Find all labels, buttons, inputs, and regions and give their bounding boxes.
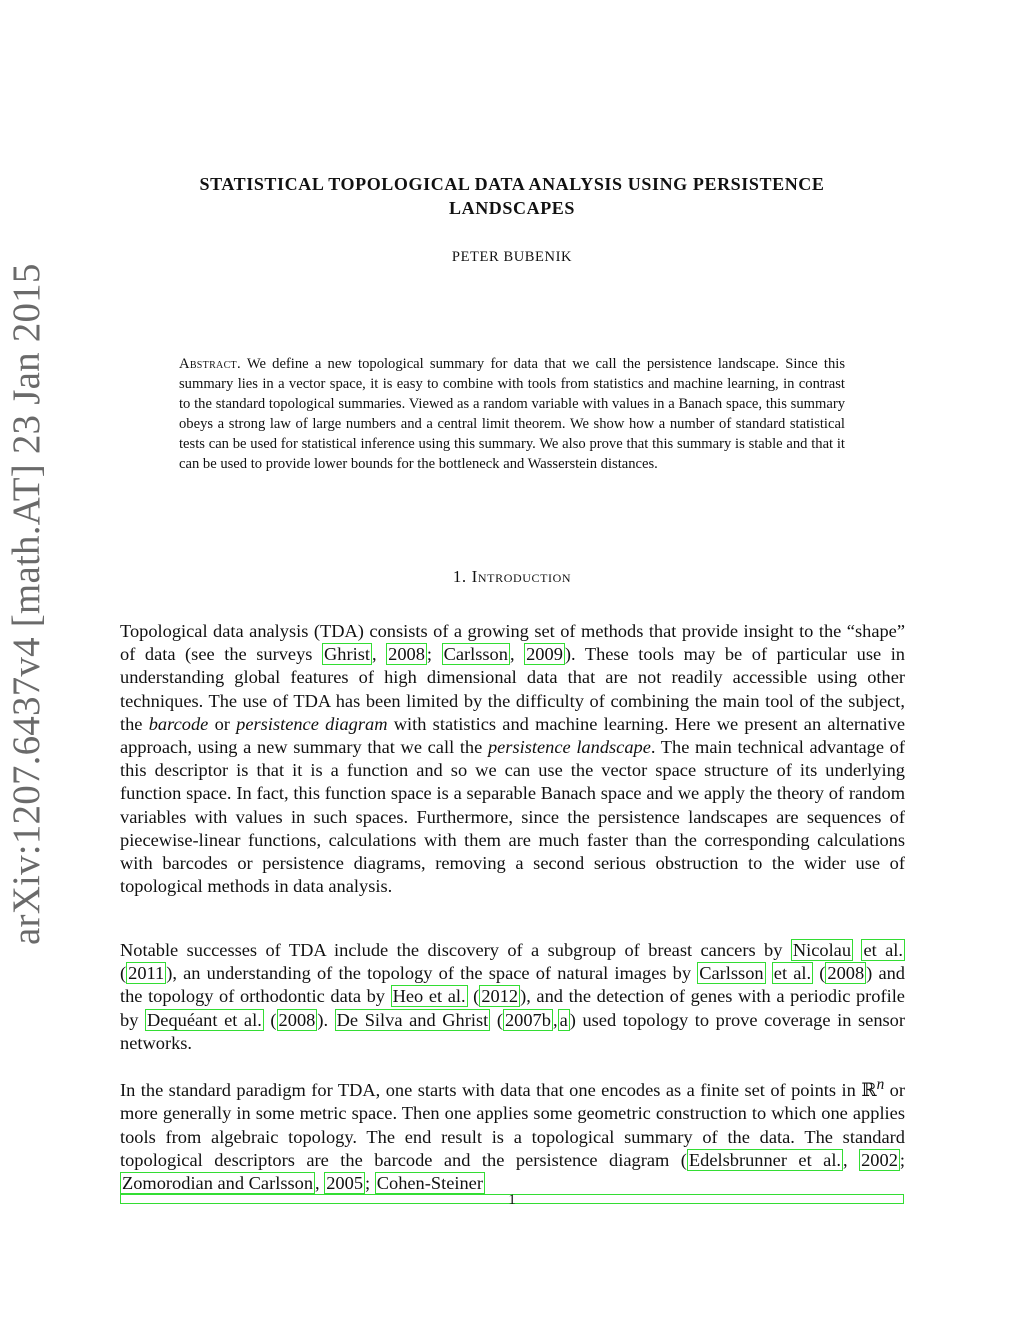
math-exponent: n [876,1076,885,1093]
citation-link[interactable]: 2007b [504,1009,551,1030]
emphasis: persistence landscape [487,737,651,758]
author: PETER BUBENIK [451,249,573,265]
citation-link[interactable]: 2005 [326,1172,364,1193]
text: ( [490,1009,503,1030]
citation-link[interactable]: et al. [773,963,812,984]
citation-link[interactable]: Zomorodian and Carlsson [122,1172,314,1193]
title-line-1: STATISTICAL TOPOLOGICAL DATA ANALYSIS USING PERSISTENCE [199,174,825,194]
paragraph-2 [120,939,905,1055]
section-heading [110,567,914,587]
citation-link[interactable]: Carlsson [699,963,764,984]
page-number: 1 [508,1192,516,1208]
text: , [371,644,387,665]
text: , [552,1009,558,1030]
citation-link[interactable]: Carlsson [443,644,508,665]
section-number: 1. [452,567,467,586]
text: ( [467,986,480,1007]
emphasis: barcode [148,713,209,734]
abstract [179,354,845,474]
citation-link[interactable]: Edelsbrunner et al. [688,1149,842,1170]
text: ; [365,1172,375,1193]
text: ). [317,1009,335,1030]
section-title: Introduction [471,567,572,586]
citation-link[interactable]: 2008 [827,963,865,984]
paragraph-1 [120,620,905,898]
text: , [509,644,525,665]
abstract-label: Abstract. [179,356,241,372]
citation-link[interactable]: 2008 [278,1009,316,1030]
citation-link[interactable]: Heo et al. [392,986,466,1007]
paragraph-3 [120,1073,905,1195]
citation-link[interactable]: et al. [863,940,903,960]
citation-link[interactable]: 2008 [388,644,425,665]
citation-link[interactable]: Dequéant et al. [147,1009,262,1030]
paper-title [110,172,914,220]
citation-link[interactable]: 2012 [481,986,519,1007]
text: ) and the topology of orthodontic data by [120,963,906,1007]
text: ( [120,963,127,984]
text: ) used topology to prove coverage in sensor networks. [120,1009,905,1053]
text: ( [263,1009,277,1030]
emphasis: persistence diagram [236,713,388,734]
text: or [208,713,237,734]
citation-link[interactable]: 2009 [526,644,563,665]
text: ). These tools may be of particular use in understanding global features of high dimensional data that are not readily accessible using other techniques. The use of TDA has been limited by the difficulty of combining the main tool of the subject, the [120,644,905,734]
text: ), an understanding of the topology of the space of natural images by [166,963,698,984]
text: . The main technical advantage of this descriptor is that it is a function and so we can use the vector space structure of its underlying function space. In fact, this function space is a separable Banach space and we apply the theory of random variables with values in such spaces. Furthermore, since the persistence landscapes are sequences of piecewise-linear functions, calculations with them are much faster than the corresponding calculations with barcodes or persistence diagrams, removing a second serious obstruction to the wider use of topological methods in data analysis. [120,737,905,897]
text: ( [813,963,826,984]
arxiv-stamp: arXiv:1207.6437v4 [math.AT] 23 Jan 2015 [5,263,48,945]
citation-link[interactable]: De Silva and Ghrist [336,1009,489,1030]
citation-link[interactable]: a [559,1009,568,1030]
citation-link[interactable]: 2011 [128,963,165,984]
citation-link[interactable]: Ghrist [323,644,370,665]
title-line-2: LANDSCAPES [448,198,576,218]
text: In the standard paradigm for TDA, one starts with data that one encodes as a finite set of points in [120,1080,862,1101]
citation-link[interactable]: Cohen-Steiner [376,1172,483,1193]
citation-link[interactable]: Nicolau [792,940,852,960]
text: ; [426,644,442,665]
text: or more generally in some metric space. Then one applies some geometric construction to which one applies tools from algebraic topology. The end result is a topological summary of the data. The standard topological descriptors are the barcode and the persistence diagram ( [120,1080,905,1170]
text: ; [899,1149,906,1170]
text: ), and the detection of genes with a periodic profile by [120,986,905,1030]
text: with statistics and machine learning. Here we present an alternative approach, using a new summary that we call the [120,713,905,758]
abstract-text: We define a new topological summary for data that we call the persistence landscape. Since this summary lies in a vector space, it is easy to combine with tools from statistics and machine learning, in contrast to the standard topological summaries. Viewed as a random variable with values in a Banach space, this summary obeys a strong law of large numbers and a central limit theorem. We show how a number of standard statistical tests can be used for statistical inference using this summary. We also prove that this summary is stable and that it can be used to provide lower bounds for the bottleneck and Wasserstein distances. [179,356,845,472]
text: Topological data analysis (TDA) consists of a growing set of methods that provide insight to the “shape” of data (see the surveys [120,621,905,665]
text: , [315,1172,325,1193]
math-reals: ℝ [861,1080,877,1101]
text: , [843,1149,860,1170]
text: Notable successes of TDA include the discovery of a subgroup of breast cancers by [120,940,791,960]
citation-link[interactable]: 2002 [861,1149,898,1170]
